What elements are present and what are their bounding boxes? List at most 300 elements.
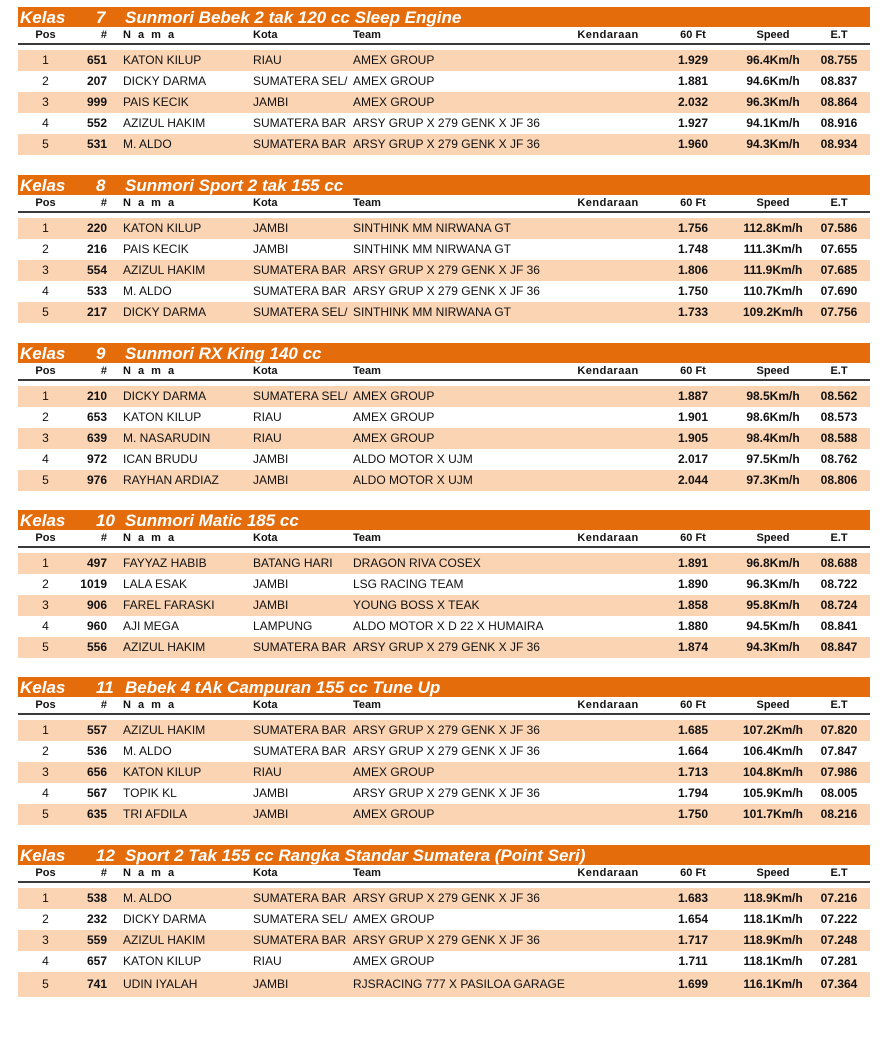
cell-city: JAMBI bbox=[253, 598, 289, 612]
cell-speed: 104.8Km/h bbox=[742, 765, 804, 779]
cell-city: JAMBI bbox=[253, 577, 289, 591]
cell-speed: 94.3Km/h bbox=[746, 640, 800, 654]
cell-speed: 98.4Km/h bbox=[746, 431, 800, 445]
cell-et: 07.586 bbox=[820, 221, 858, 235]
cell-speed: 118.9Km/h bbox=[743, 933, 803, 947]
class-title: Sunmori Bebek 2 tak 120 cc Sleep Engine bbox=[125, 8, 462, 27]
cell-name: DICKY DARMA bbox=[123, 305, 207, 319]
cell-team: ARSY GRUP X 279 GENK X JF 36 bbox=[353, 263, 540, 277]
cell-60ft: 1.748 bbox=[677, 242, 709, 256]
column-header-name: N a m a bbox=[123, 532, 177, 544]
cell-et: 08.573 bbox=[820, 410, 858, 424]
cell-et: 07.685 bbox=[820, 263, 858, 277]
cell-60ft: 1.890 bbox=[677, 577, 709, 591]
cell-et: 07.820 bbox=[820, 723, 858, 737]
table-row bbox=[18, 239, 870, 260]
column-header-row bbox=[18, 27, 870, 45]
cell-position: 3 bbox=[42, 933, 49, 947]
cell-speed: 111.3Km/h bbox=[743, 242, 803, 256]
cell-number: 216 bbox=[86, 242, 107, 256]
cell-number: 217 bbox=[86, 305, 107, 319]
table-row bbox=[18, 720, 870, 741]
cell-position: 3 bbox=[42, 95, 49, 109]
table-row bbox=[18, 951, 870, 972]
cell-team: SINTHINK MM NIRWANA GT bbox=[353, 221, 512, 235]
cell-position: 1 bbox=[42, 556, 49, 570]
table-row bbox=[18, 595, 870, 616]
cell-60ft: 1.713 bbox=[677, 765, 709, 779]
cell-number: 556 bbox=[86, 640, 107, 654]
column-header-name: N a m a bbox=[123, 29, 177, 41]
class-title-bar bbox=[18, 677, 870, 697]
cell-number: 656 bbox=[86, 765, 107, 779]
cell-et: 08.841 bbox=[820, 619, 858, 633]
cell-position: 2 bbox=[42, 912, 49, 926]
cell-60ft: 1.874 bbox=[677, 640, 709, 654]
cell-city: SUMATERA BAR bbox=[253, 263, 347, 277]
column-header-position: Pos bbox=[35, 699, 56, 711]
cell-team: ALDO MOTOR X UJM bbox=[353, 473, 473, 487]
cell-team: AMEX GROUP bbox=[353, 389, 435, 403]
column-header-et: E.T bbox=[830, 365, 848, 377]
cell-position: 5 bbox=[42, 977, 49, 991]
column-header-60ft: 60 Ft bbox=[680, 699, 706, 711]
column-header-vehicle: Kendaraan bbox=[577, 29, 639, 41]
cell-et: 08.762 bbox=[820, 452, 858, 466]
column-header-position: Pos bbox=[35, 29, 56, 41]
cell-et: 07.655 bbox=[820, 242, 858, 256]
cell-name: DICKY DARMA bbox=[123, 74, 207, 88]
column-header-position: Pos bbox=[35, 532, 56, 544]
cell-name: KATON KILUP bbox=[123, 53, 202, 67]
cell-position: 3 bbox=[42, 765, 49, 779]
cell-number: 976 bbox=[86, 473, 107, 487]
cell-60ft: 1.756 bbox=[677, 221, 709, 235]
cell-team: ARSY GRUP X 279 GENK X JF 36 bbox=[353, 933, 540, 947]
cell-name: LALA ESAK bbox=[123, 577, 188, 591]
cell-speed: 96.3Km/h bbox=[746, 95, 800, 109]
cell-team: ARSY GRUP X 279 GENK X JF 36 bbox=[353, 137, 540, 151]
cell-team: SINTHINK MM NIRWANA GT bbox=[353, 305, 512, 319]
cell-number: 1019 bbox=[80, 577, 107, 591]
cell-city: SUMATERA BAR bbox=[253, 137, 347, 151]
cell-60ft: 1.806 bbox=[677, 263, 709, 277]
cell-number: 635 bbox=[86, 807, 107, 821]
cell-60ft: 1.880 bbox=[677, 619, 709, 633]
results-rows bbox=[18, 386, 870, 491]
cell-name: TRI AFDILA bbox=[123, 807, 188, 821]
table-row bbox=[18, 888, 870, 909]
cell-name: PAIS KECIK bbox=[123, 95, 189, 109]
cell-team: AMEX GROUP bbox=[353, 74, 435, 88]
cell-number: 559 bbox=[86, 933, 107, 947]
cell-60ft: 1.905 bbox=[677, 431, 709, 445]
column-header-et: E.T bbox=[830, 197, 848, 209]
cell-speed: 112.8Km/h bbox=[743, 221, 803, 235]
cell-et: 08.724 bbox=[820, 598, 858, 612]
cell-team: AMEX GROUP bbox=[353, 431, 435, 445]
class-title: Sport 2 Tak 155 cc Rangka Standar Sumatera (Point Seri) bbox=[125, 846, 586, 865]
results-rows bbox=[18, 888, 870, 997]
cell-et: 08.722 bbox=[820, 577, 858, 591]
cell-number: 999 bbox=[86, 95, 107, 109]
cell-city: SUMATERA SEL/ bbox=[253, 389, 348, 403]
cell-team: AMEX GROUP bbox=[353, 53, 435, 67]
cell-team: AMEX GROUP bbox=[353, 912, 435, 926]
cell-position: 4 bbox=[42, 619, 49, 633]
column-header-vehicle: Kendaraan bbox=[577, 867, 639, 879]
table-row bbox=[18, 470, 870, 491]
column-header-team: Team bbox=[353, 29, 381, 41]
cell-et: 08.864 bbox=[820, 95, 858, 109]
cell-et: 08.588 bbox=[820, 431, 858, 445]
cell-team: AMEX GROUP bbox=[353, 765, 435, 779]
cell-60ft: 1.794 bbox=[677, 786, 709, 800]
cell-speed: 96.8Km/h bbox=[746, 556, 800, 570]
cell-team: LSG RACING TEAM bbox=[353, 577, 464, 591]
column-header-city: Kota bbox=[253, 197, 278, 209]
cell-city: RIAU bbox=[253, 765, 282, 779]
cell-city: SUMATERA BAR bbox=[253, 723, 347, 737]
cell-speed: 94.5Km/h bbox=[746, 619, 800, 633]
cell-60ft: 1.733 bbox=[677, 305, 709, 319]
cell-team: AMEX GROUP bbox=[353, 95, 435, 109]
class-number: 9 bbox=[96, 344, 106, 363]
cell-position: 4 bbox=[42, 786, 49, 800]
table-row bbox=[18, 972, 870, 997]
cell-60ft: 1.750 bbox=[677, 284, 709, 298]
cell-position: 5 bbox=[42, 473, 49, 487]
column-header-city: Kota bbox=[253, 532, 278, 544]
table-row bbox=[18, 302, 870, 323]
cell-number: 651 bbox=[86, 53, 107, 67]
cell-name: M. ALDO bbox=[123, 744, 172, 758]
cell-team: RJSRACING 777 X PASILOA GARAGE bbox=[353, 977, 565, 991]
cell-city: SUMATERA SEL/ bbox=[253, 912, 348, 926]
cell-position: 1 bbox=[42, 891, 49, 905]
cell-position: 4 bbox=[42, 116, 49, 130]
cell-city: SUMATERA BAR bbox=[253, 744, 347, 758]
table-row bbox=[18, 930, 870, 951]
cell-number: 538 bbox=[86, 891, 107, 905]
column-header-60ft: 60 Ft bbox=[680, 197, 706, 209]
cell-city: JAMBI bbox=[253, 786, 289, 800]
column-header-row bbox=[18, 195, 870, 213]
column-header-name: N a m a bbox=[123, 197, 177, 209]
column-header-speed: Speed bbox=[756, 867, 790, 879]
column-header-team: Team bbox=[353, 197, 381, 209]
cell-60ft: 1.901 bbox=[677, 410, 709, 424]
cell-number: 960 bbox=[86, 619, 107, 633]
cell-city: RIAU bbox=[253, 954, 282, 968]
class-number: 8 bbox=[96, 176, 106, 195]
cell-number: 557 bbox=[86, 723, 107, 737]
class-section-12 bbox=[18, 845, 870, 997]
cell-et: 07.986 bbox=[820, 765, 858, 779]
cell-number: 554 bbox=[86, 263, 107, 277]
column-header-speed: Speed bbox=[756, 197, 790, 209]
cell-speed: 109.2Km/h bbox=[742, 305, 804, 319]
cell-60ft: 1.711 bbox=[678, 954, 708, 968]
cell-team: ALDO MOTOR X UJM bbox=[353, 452, 473, 466]
cell-60ft: 1.891 bbox=[677, 556, 709, 570]
cell-position: 2 bbox=[42, 744, 49, 758]
column-header-60ft: 60 Ft bbox=[680, 365, 706, 377]
cell-number: 552 bbox=[86, 116, 107, 130]
cell-speed: 118.1Km/h bbox=[743, 912, 803, 926]
cell-et: 08.847 bbox=[820, 640, 858, 654]
cell-position: 3 bbox=[42, 263, 49, 277]
cell-number: 497 bbox=[86, 556, 107, 570]
cell-team: ARSY GRUP X 279 GENK X JF 36 bbox=[353, 891, 540, 905]
class-number: 11 bbox=[96, 678, 114, 697]
class-title-bar bbox=[18, 175, 870, 195]
cell-city: SUMATERA SEL/ bbox=[253, 305, 348, 319]
cell-60ft: 1.750 bbox=[677, 807, 709, 821]
cell-name: AZIZUL HAKIM bbox=[123, 933, 206, 947]
table-row bbox=[18, 741, 870, 762]
cell-number: 972 bbox=[86, 452, 107, 466]
cell-number: 536 bbox=[86, 744, 107, 758]
class-section-10 bbox=[18, 510, 870, 658]
table-row bbox=[18, 783, 870, 804]
table-row bbox=[18, 113, 870, 134]
cell-team: DRAGON RIVA COSEX bbox=[353, 556, 481, 570]
cell-60ft: 1.929 bbox=[677, 53, 709, 67]
cell-name: AZIZUL HAKIM bbox=[123, 263, 206, 277]
cell-city: SUMATERA BAR bbox=[253, 933, 347, 947]
cell-position: 4 bbox=[42, 452, 49, 466]
class-label: Kelas bbox=[20, 678, 66, 697]
column-header-name: N a m a bbox=[123, 699, 177, 711]
cell-name: AZIZUL HAKIM bbox=[123, 640, 206, 654]
cell-speed: 97.3Km/h bbox=[746, 473, 800, 487]
class-section-7 bbox=[18, 7, 870, 155]
table-row bbox=[18, 260, 870, 281]
cell-number: 533 bbox=[86, 284, 107, 298]
cell-number: 657 bbox=[86, 954, 107, 968]
cell-name: PAIS KECIK bbox=[123, 242, 189, 256]
cell-et: 08.216 bbox=[820, 807, 858, 821]
column-header-number: # bbox=[100, 532, 107, 544]
cell-60ft: 2.032 bbox=[677, 95, 709, 109]
cell-position: 2 bbox=[42, 410, 49, 424]
class-section-9 bbox=[18, 343, 870, 491]
column-header-speed: Speed bbox=[756, 699, 790, 711]
class-title-bar bbox=[18, 845, 870, 865]
cell-et: 08.806 bbox=[820, 473, 858, 487]
column-header-team: Team bbox=[353, 867, 381, 879]
cell-speed: 96.4Km/h bbox=[746, 53, 800, 67]
cell-et: 08.562 bbox=[820, 389, 858, 403]
cell-city: LAMPUNG bbox=[253, 619, 313, 633]
cell-number: 906 bbox=[86, 598, 107, 612]
cell-position: 3 bbox=[42, 431, 49, 445]
class-title: Sunmori Sport 2 tak 155 cc bbox=[125, 176, 344, 195]
results-rows bbox=[18, 50, 870, 155]
cell-name: M. ALDO bbox=[123, 137, 172, 151]
column-header-name: N a m a bbox=[123, 867, 177, 879]
cell-name: RAYHAN ARDIAZ bbox=[123, 473, 219, 487]
cell-name: AZIZUL HAKIM bbox=[123, 723, 206, 737]
cell-et: 08.934 bbox=[820, 137, 858, 151]
cell-60ft: 2.044 bbox=[677, 473, 709, 487]
column-header-60ft: 60 Ft bbox=[680, 29, 706, 41]
column-header-vehicle: Kendaraan bbox=[577, 532, 639, 544]
cell-speed: 98.6Km/h bbox=[746, 410, 800, 424]
cell-city: RIAU bbox=[253, 53, 282, 67]
cell-et: 08.688 bbox=[820, 556, 858, 570]
cell-et: 08.005 bbox=[820, 786, 858, 800]
cell-name: ICAN BRUDU bbox=[123, 452, 198, 466]
column-header-60ft: 60 Ft bbox=[680, 532, 706, 544]
cell-city: JAMBI bbox=[253, 221, 289, 235]
cell-name: KATON KILUP bbox=[123, 954, 202, 968]
class-title: Sunmori RX King 140 cc bbox=[125, 344, 322, 363]
cell-number: 567 bbox=[86, 786, 107, 800]
table-row bbox=[18, 134, 870, 155]
cell-city: SUMATERA BAR bbox=[253, 640, 347, 654]
cell-team: ARSY GRUP X 279 GENK X JF 36 bbox=[353, 723, 540, 737]
column-header-city: Kota bbox=[253, 699, 278, 711]
column-header-city: Kota bbox=[253, 365, 278, 377]
cell-city: BATANG HARI bbox=[253, 556, 333, 570]
cell-speed: 94.3Km/h bbox=[746, 137, 800, 151]
cell-speed: 95.8Km/h bbox=[746, 598, 800, 612]
cell-position: 4 bbox=[42, 284, 49, 298]
cell-et: 07.216 bbox=[820, 891, 858, 905]
table-row bbox=[18, 909, 870, 930]
table-row bbox=[18, 616, 870, 637]
column-header-speed: Speed bbox=[756, 29, 790, 41]
cell-city: RIAU bbox=[253, 410, 282, 424]
cell-number: 639 bbox=[86, 431, 107, 445]
table-row bbox=[18, 407, 870, 428]
cell-60ft: 1.654 bbox=[677, 912, 709, 926]
column-header-et: E.T bbox=[830, 29, 848, 41]
cell-60ft: 1.887 bbox=[677, 389, 709, 403]
cell-et: 07.690 bbox=[820, 284, 858, 298]
cell-speed: 116.1Km/h bbox=[743, 977, 803, 991]
cell-number: 531 bbox=[86, 137, 107, 151]
cell-team: AMEX GROUP bbox=[353, 954, 435, 968]
cell-city: SUMATERA BAR bbox=[253, 116, 347, 130]
cell-team: SINTHINK MM NIRWANA GT bbox=[353, 242, 512, 256]
results-rows bbox=[18, 553, 870, 658]
cell-speed: 101.7Km/h bbox=[742, 807, 804, 821]
cell-position: 2 bbox=[42, 242, 49, 256]
cell-name: UDIN IYALAH bbox=[123, 977, 198, 991]
table-row bbox=[18, 449, 870, 470]
cell-60ft: 1.881 bbox=[677, 74, 709, 88]
cell-position: 5 bbox=[42, 807, 49, 821]
class-label: Kelas bbox=[20, 846, 66, 865]
cell-name: FAREL FARASKI bbox=[123, 598, 215, 612]
cell-speed: 110.7Km/h bbox=[743, 284, 803, 298]
cell-60ft: 1.685 bbox=[677, 723, 709, 737]
column-header-position: Pos bbox=[35, 867, 56, 879]
class-label: Kelas bbox=[20, 8, 66, 27]
class-label: Kelas bbox=[20, 511, 66, 530]
cell-position: 2 bbox=[42, 74, 49, 88]
column-header-number: # bbox=[100, 867, 107, 879]
table-row bbox=[18, 281, 870, 302]
column-header-city: Kota bbox=[253, 867, 278, 879]
column-header-team: Team bbox=[353, 532, 381, 544]
cell-name: DICKY DARMA bbox=[123, 912, 207, 926]
column-header-row bbox=[18, 530, 870, 548]
cell-number: 741 bbox=[86, 977, 107, 991]
cell-city: SUMATERA SEL/ bbox=[253, 74, 348, 88]
cell-number: 207 bbox=[86, 74, 107, 88]
table-row bbox=[18, 762, 870, 783]
column-header-number: # bbox=[100, 699, 107, 711]
cell-speed: 107.2Km/h bbox=[742, 723, 804, 737]
cell-city: JAMBI bbox=[253, 95, 289, 109]
class-number: 12 bbox=[96, 846, 115, 865]
cell-team: ARSY GRUP X 279 GENK X JF 36 bbox=[353, 116, 540, 130]
cell-number: 653 bbox=[86, 410, 107, 424]
cell-name: KATON KILUP bbox=[123, 221, 202, 235]
column-header-row bbox=[18, 363, 870, 381]
column-header-city: Kota bbox=[253, 29, 278, 41]
cell-et: 07.248 bbox=[820, 933, 858, 947]
table-row bbox=[18, 553, 870, 574]
cell-team: ARSY GRUP X 279 GENK X JF 36 bbox=[353, 640, 540, 654]
column-header-number: # bbox=[100, 29, 107, 41]
cell-position: 5 bbox=[42, 137, 49, 151]
cell-position: 4 bbox=[42, 954, 49, 968]
cell-60ft: 1.858 bbox=[677, 598, 709, 612]
column-header-position: Pos bbox=[35, 197, 56, 209]
cell-number: 220 bbox=[86, 221, 107, 235]
class-number: 7 bbox=[96, 8, 106, 27]
cell-city: JAMBI bbox=[253, 452, 289, 466]
table-row bbox=[18, 637, 870, 658]
class-section-11 bbox=[18, 677, 870, 825]
cell-position: 1 bbox=[42, 389, 49, 403]
cell-name: M. ALDO bbox=[123, 891, 172, 905]
cell-city: RIAU bbox=[253, 431, 282, 445]
cell-speed: 94.6Km/h bbox=[746, 74, 800, 88]
class-number: 10 bbox=[96, 511, 115, 530]
class-title: Bebek 4 tAk Campuran 155 cc Tune Up bbox=[125, 678, 441, 697]
cell-et: 07.756 bbox=[820, 305, 858, 319]
cell-et: 08.837 bbox=[820, 74, 858, 88]
cell-position: 1 bbox=[42, 53, 49, 67]
column-header-speed: Speed bbox=[756, 365, 790, 377]
cell-number: 232 bbox=[86, 912, 107, 926]
cell-et: 08.755 bbox=[820, 53, 858, 67]
cell-team: ARSY GRUP X 279 GENK X JF 36 bbox=[353, 744, 540, 758]
cell-60ft: 1.683 bbox=[677, 891, 709, 905]
column-header-vehicle: Kendaraan bbox=[577, 197, 639, 209]
cell-team: ALDO MOTOR X D 22 X HUMAIRA bbox=[353, 619, 544, 633]
table-row bbox=[18, 71, 870, 92]
cell-team: YOUNG BOSS X TEAK bbox=[353, 598, 480, 612]
table-row bbox=[18, 574, 870, 595]
results-rows bbox=[18, 720, 870, 825]
cell-position: 1 bbox=[42, 723, 49, 737]
table-row bbox=[18, 428, 870, 449]
cell-speed: 111.9Km/h bbox=[743, 263, 803, 277]
column-header-60ft: 60 Ft bbox=[680, 867, 706, 879]
column-header-et: E.T bbox=[830, 867, 848, 879]
column-header-number: # bbox=[100, 365, 107, 377]
cell-et: 07.222 bbox=[820, 912, 858, 926]
column-header-row bbox=[18, 697, 870, 715]
table-row bbox=[18, 218, 870, 239]
